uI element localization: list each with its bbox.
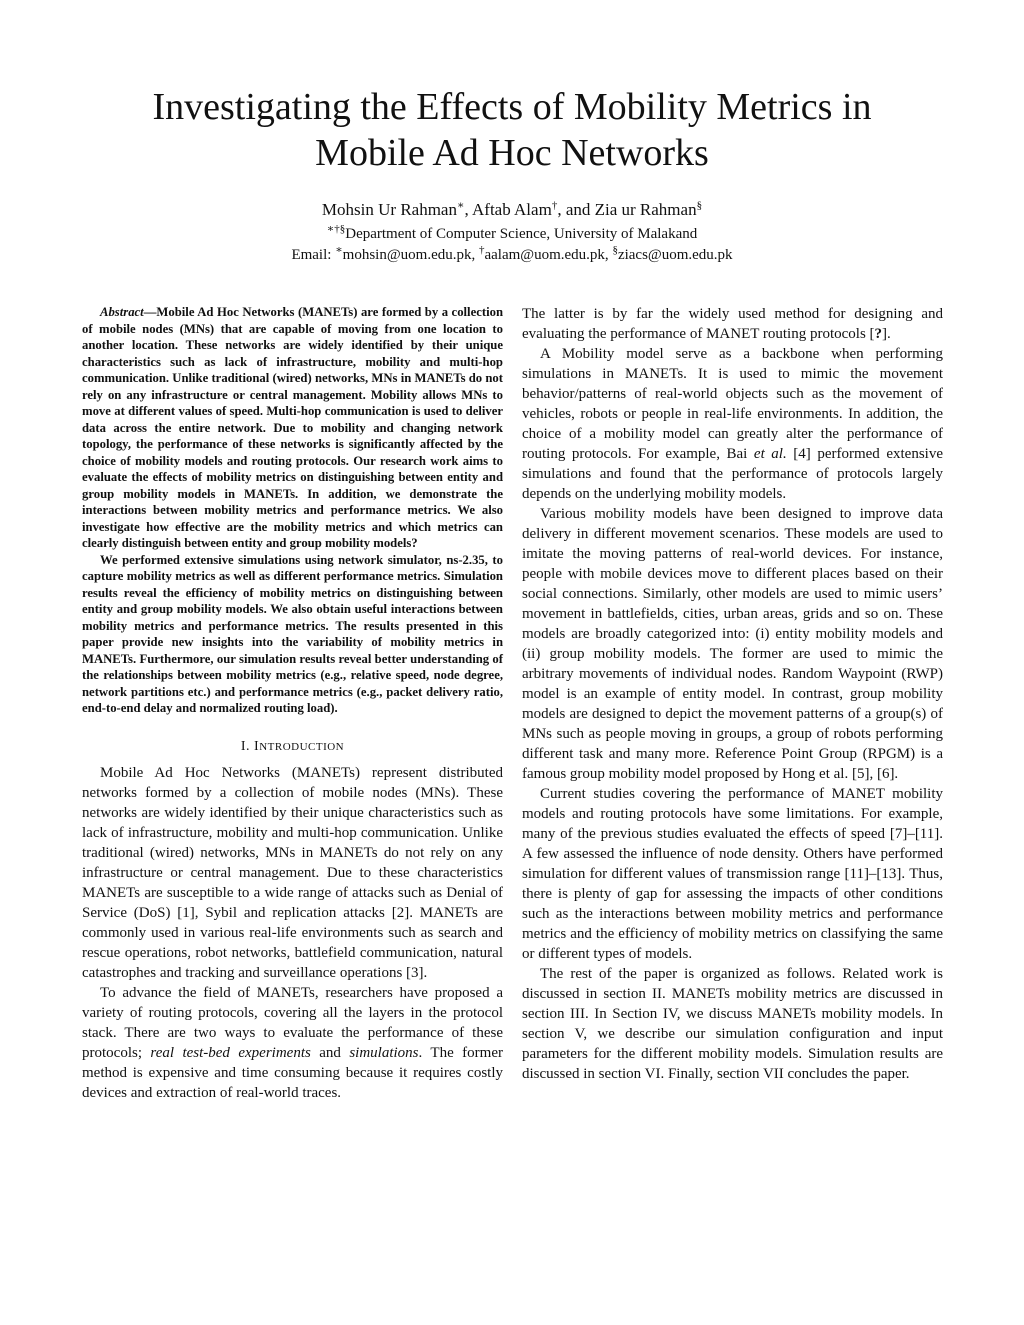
left-column: [82, 304, 503, 1103]
abstract-paragraph: [82, 304, 503, 552]
author-mark: ∗: [456, 199, 465, 212]
body-paragraph: Current studies covering the performance of MANET mobility models and routing protocols have some limitations. For example, many of the previous studies evaluated the effects of speed [7]–[11]. A few assessed the influence of node density. Others have performed simulation for different values of transmission range [11]–[13]. Thus, there is plenty of gap for assessing the impacts of other conditions such as the interactions between mobility metrics and performance metrics and the efficiency of mobility metrics on classifying the same or different types of models.: [522, 786, 943, 962]
italic-text: simulations: [349, 1044, 419, 1061]
text-run: ].: [882, 326, 891, 342]
text-run: The latter is by far the widely used method for designing and evaluating the performance of MANET routing protocols [: [522, 306, 943, 342]
unresolved-citation: ?: [874, 326, 883, 342]
body-paragraph: [522, 304, 943, 344]
email-mark: †: [478, 244, 485, 256]
section-heading-introduction: [82, 737, 503, 757]
abstract-text: —Mobile Ad Hoc Networks (MANETs) are formed by a collection of mobile nodes (MNs) that are capable of moving from one location to another location. These networks are widely identified by their unique characteristics such as lack of infrastructure, mobility and multi-hop communication. Unlike traditional (wired) networks, MNs in MANETs do not rely on any infrastructure or central management. Mobility allows MNs to move at different values of speed. Multi-hop communication is used to deliver data across the entire network. Due to mobility and changing network topology, the performance of these networks is significantly affected by the choice of mobility models and routing protocols. Our research work aims to evaluate the effects of mobility metrics on distinguishing between entity and group mobility models in MANETs. In addition, we demonstrate the interactions between mobility metrics and performance metrics. We also investigate how effective are the mobility metrics and which metrics can clearly distinguish between entity and group mobility models?: [82, 305, 503, 550]
email-address: mohsin@uom.edu.pk,: [342, 247, 479, 263]
text-run: To advance the field of MANETs, researchers have proposed a variety of routing protocols, covering all the layers in the protocol stack. There are two ways to evaluate the performance of these protocols;: [82, 984, 503, 1061]
affiliation-marks: ∗†§: [326, 223, 346, 235]
text-run: [4] performed extensive simulations and found that the performance of protocols largely depends on the underlying mobility models.: [522, 446, 944, 502]
italic-text: real test-bed experiments: [150, 1044, 311, 1061]
author-separator: ,: [464, 200, 473, 219]
abstract-paragraph: We performed extensive simulations using network simulator, ns-2.35, to capture mobility metrics as well as different performance metrics. Simulation results reveal the efficiency of mobility metrics on distinguishing between entity and group mobility models. We also obtain useful interactions between mobility metrics and performance metrics. The results presented in this paper provide new insights into the variability of mobility metrics in MANETs. Furthermore, our simulation results reveal better understanding of the relationships between mobility metrics (e.g., relative speed, node degree, network partitions etc.) and performance metrics (e.g., packet delivery ratio, end-to-end delay and normalized routing load).: [82, 552, 503, 715]
author-list: [150, 198, 874, 222]
email-line: [150, 245, 874, 265]
body-paragraph: The rest of the paper is organized as follows. Related work is discussed in section II. MANETs mobility metrics are discussed in section III. In Section IV, we discuss MANETs mobility models. In section V, we describe our simulation configuration and input parameters for the different mobility models. Simulation results are discussed in section VI. Finally, section VII concludes the paper.: [522, 966, 943, 1082]
email-address: ziacs@uom.edu.pk: [617, 247, 733, 263]
author-separator: , and: [557, 200, 595, 219]
text-run: . The former method is expensive and time consuming because it requires costly devices and extraction of real-world traces.: [82, 1044, 503, 1101]
author-mark: §: [696, 199, 703, 212]
email-address: aalam@uom.edu.pk,: [484, 247, 613, 263]
abstract: [82, 304, 503, 717]
section-number: I.: [240, 738, 255, 754]
affiliation-text: Department of Computer Science, University of Malakand: [345, 226, 698, 242]
section-title-rest: NTRODUCTION: [259, 740, 345, 753]
body-paragraph: Mobile Ad Hoc Networks (MANETs) represent distributed networks formed by a collection of mobile nodes (MNs). These networks are widely identified by their unique characteristics such as lack of infrastructure, mobility and multi-hop communication. Unlike traditional (wired) networks, MNs in MANETs do not rely on any infrastructure or central management. Due to these characteristics MANETs are susceptible to a wide range of attacks such as Denial of Service (DoS) [1], Sybil and replication attacks [2]. MANETs are commonly used in various real-life environments such as search and rescue operations, robot networks, battlefield communication, natural catastrophes and tracking and surveillance operations [3].: [82, 764, 503, 981]
author-name: Aftab Alam: [472, 200, 552, 219]
abstract-lead: Abstract: [100, 305, 144, 319]
text-run: and: [310, 1044, 350, 1061]
paper-title-line-2: Mobile Ad Hoc Networks: [315, 132, 709, 174]
email-mark: §: [612, 244, 618, 256]
italic-text: et al.: [753, 446, 787, 462]
right-column: [522, 304, 943, 1084]
email-prefix: Email:: [291, 247, 336, 263]
author-mark: †: [551, 199, 558, 212]
body-paragraph: [522, 344, 943, 504]
section-title-initial: I: [254, 738, 260, 754]
body-paragraph: Various mobility models have been designed to improve data delivery in different movement scenarios. These models are used to imitate the moving patterns of real-world devices. For instance, people with mobile devices move to different places based on their social connections. Similarly, other models are used to mimic users’ movement in battlefields, cities, urban areas, grids and so on. These models are broadly categorized into: (i) entity mobility models and (ii) group mobility models. The former are used to mimic the arbitrary movements of individual nodes. Random Waypoint (RWP) model is an example of entity model. In contrast, group mobility models are designed to depict the movement patterns of a group(s) of MNs such as people moving in groups, a group of robots performing different task and many more. Reference Point Group (RPGM) is a famous group mobility model proposed by Hong et al. [5], [6].: [522, 506, 943, 782]
affiliation: [150, 224, 874, 244]
text-run: A Mobility model serve as a backbone when performing simulations in MANETs. It is used to mimic the movement behavior/patterns of real-world objects such as the movement of vehicles, robots or people in real-life environments. In addition, the choice of a mobility model can greatly alter the performance of routing protocols. For example, Bai: [522, 346, 943, 462]
paper-title-line-1: Investigating the Effects of Mobility Metrics in: [152, 86, 872, 128]
paper-title: [70, 84, 954, 176]
author-name: Zia ur Rahman: [594, 200, 697, 219]
body-paragraph: [82, 983, 503, 1103]
email-mark: ∗: [335, 244, 343, 256]
author-name: Mohsin Ur Rahman: [321, 200, 457, 219]
